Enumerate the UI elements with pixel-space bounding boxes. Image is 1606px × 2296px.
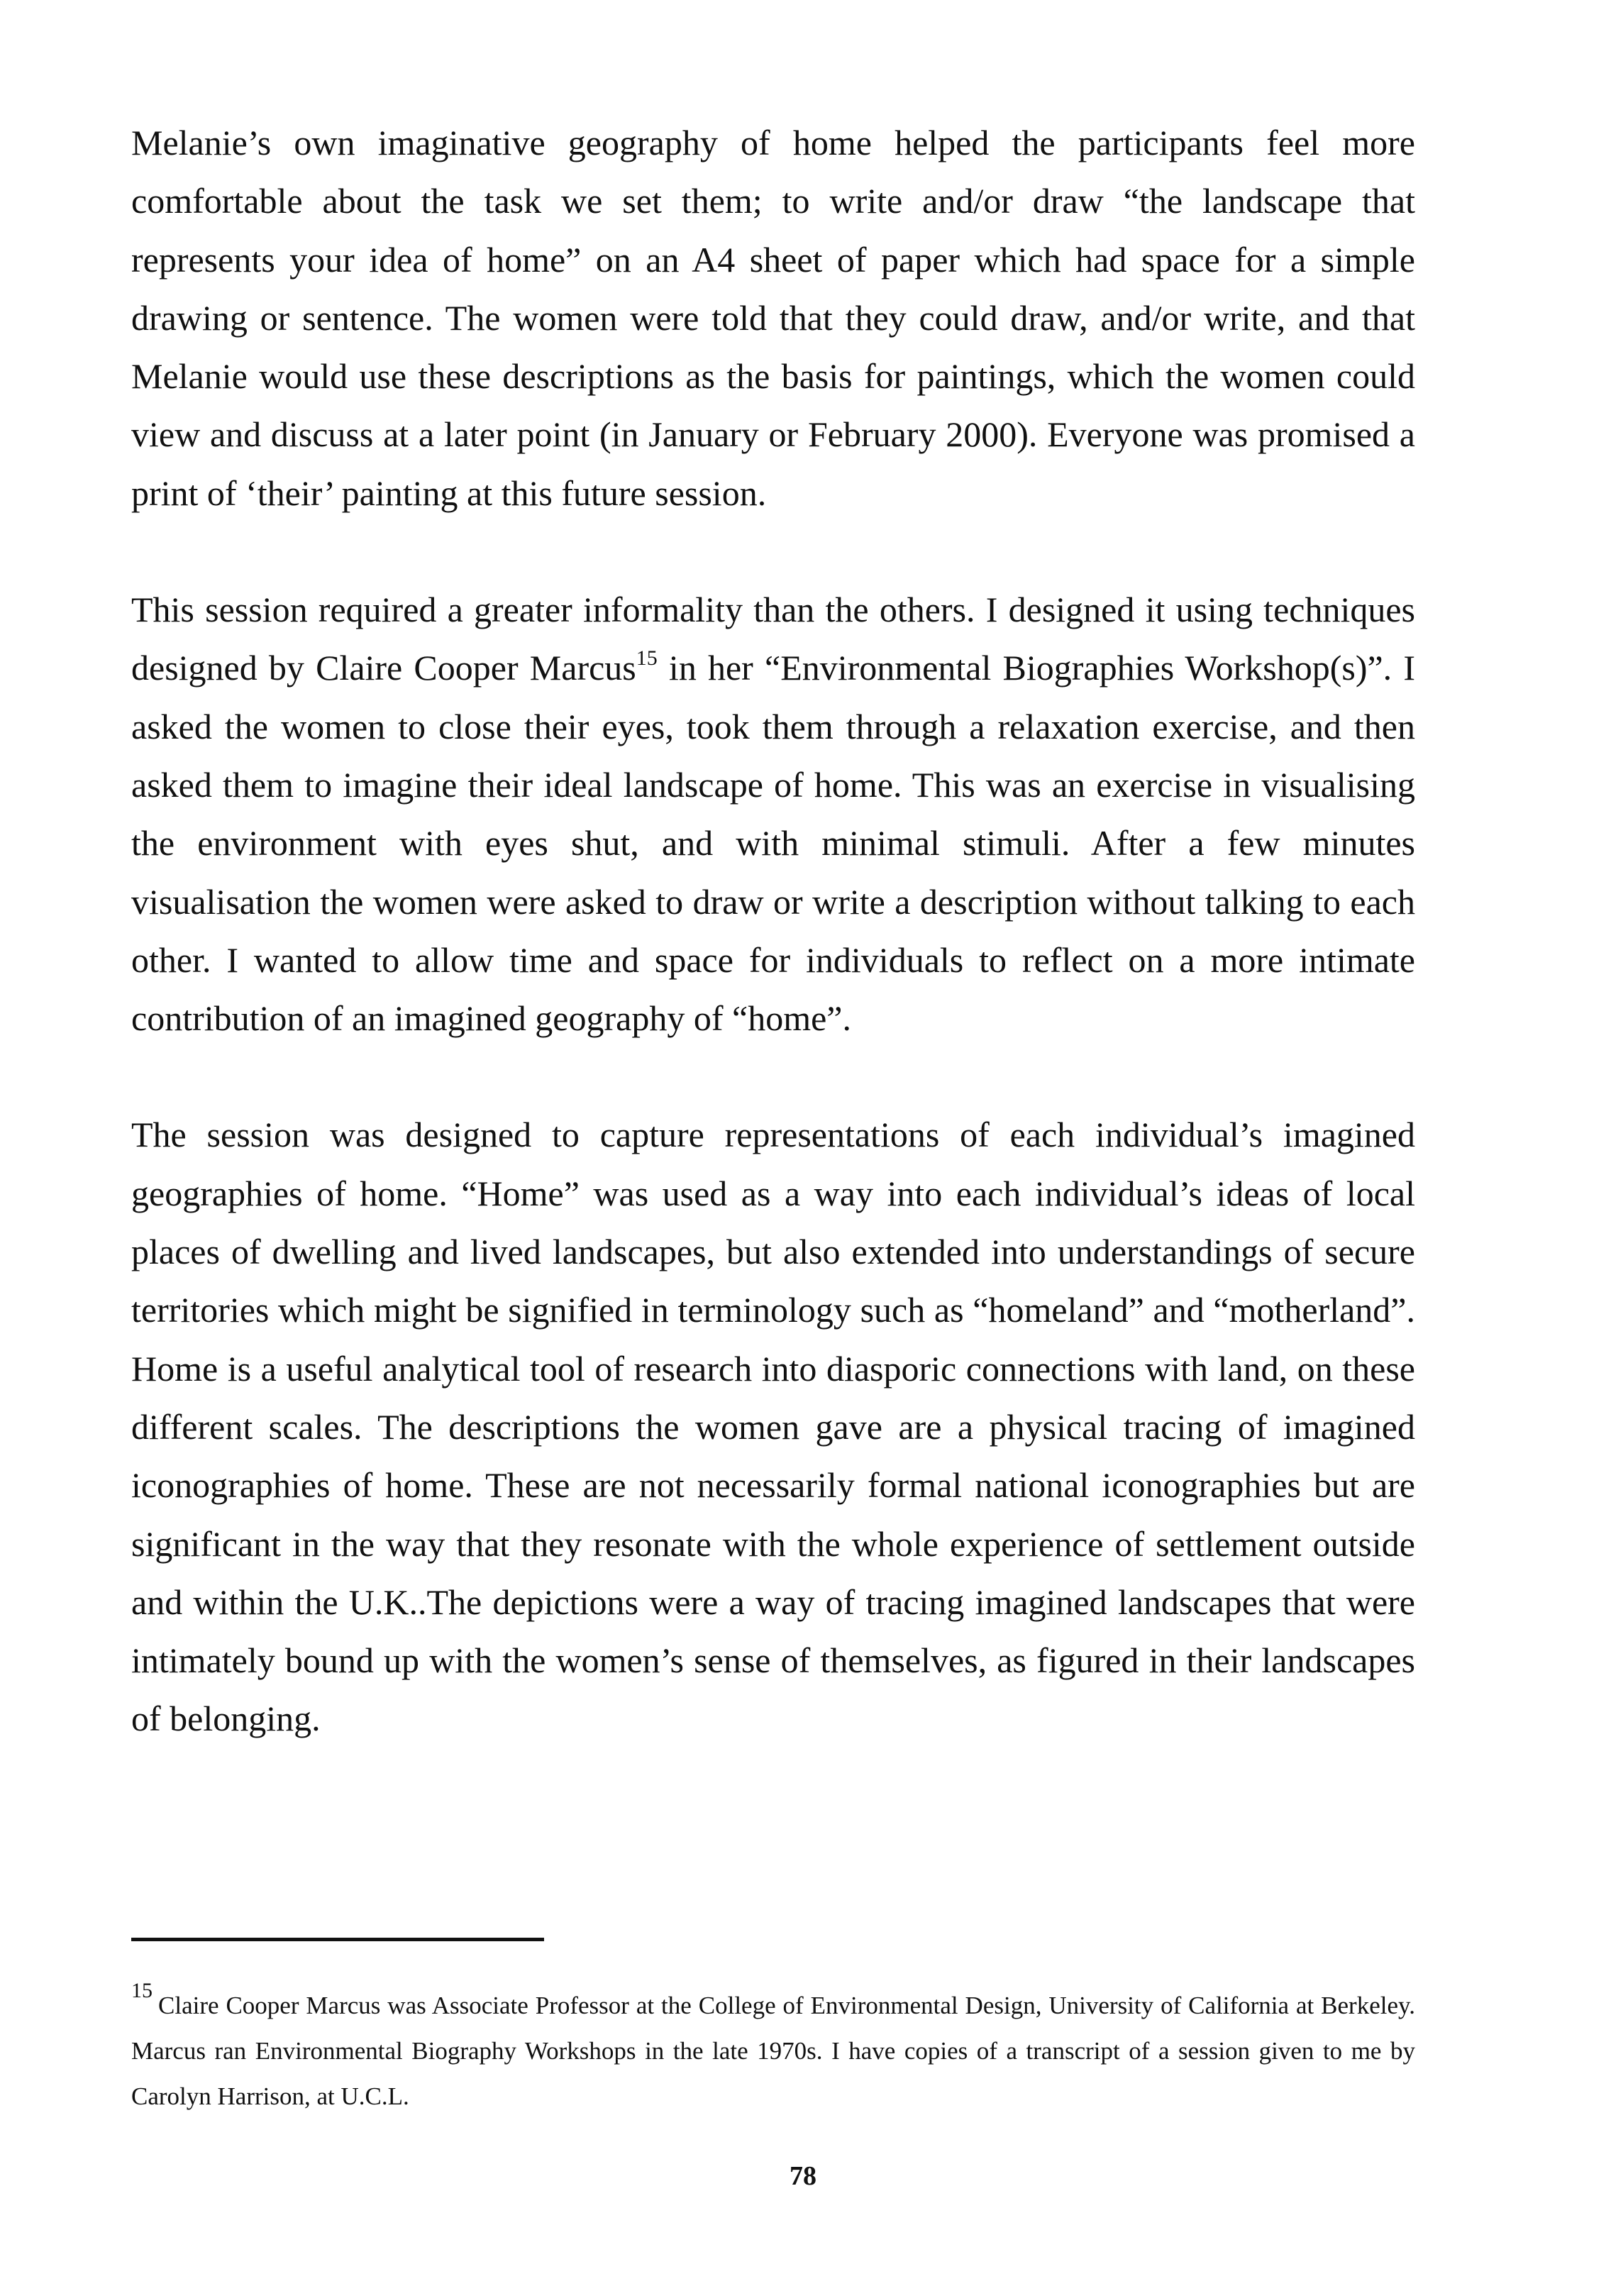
body-text: [131, 114, 1415, 1748]
paragraph-2: [131, 580, 1415, 1047]
paragraph-3: The session was designed to capture representations of each individual’s imagined geographies of home. “Home” was used as a way into each individual’s ideas of local places of dwelling and lived landscapes, but also extended into understandings of secure territories which might be signified in terminology such as “homeland” and “motherland”. Home is a useful analytical tool of research into diasporic connections with land, on these different scales. The descriptions the women gave are a physical tracing of imagined iconographies of home. These are not necessarily formal national iconographies but are significant in the way that they resonate with the whole experience of settlement outside and within the U.K..The depictions were a way of tracing imagined landscapes that were intimately bound up with the women’s sense of themselves, as figured in their landscapes of belonging.: [131, 1115, 1415, 1739]
paragraph-2-text-after: in her “Environmental Biographies Workshop(s)”. I asked the women to close their eyes, took them through a relaxation exercise, and then asked them to imagine their ideal landscape of home. This was an exercise in visualising the environment with eyes shut, and with minimal stimuli. After a few minutes visualisation the women were asked to draw or write a description without talking to each other. I wanted to allow time and space for individuals to reflect on a more intimate contribution of an imagined geography of “home”.: [131, 648, 1415, 1039]
footnote-text: Claire Cooper Marcus was Associate Professor at the College of Environmental Design, University of California at Berkeley. Marcus ran Environmental Biography Workshops in the late 1970s. I have copies of a transcript of a session given to me by Carolyn Harrison, at U.C.L.: [131, 1992, 1415, 2110]
paragraph-1: Melanie’s own imaginative geography of home helped the participants feel more comfortable about the task we set them; to write and/or draw “the landscape that represents your idea of home” on an A4 sheet of paper which had space for a simple drawing or sentence. The women were told that they could draw, and/or write, and that Melanie would use these descriptions as the basis for paintings, which the women could view and discuss at a later point (in January or February 2000). Everyone was promised a print of ‘their’ painting at this future session.: [131, 123, 1415, 513]
footnote-divider: [131, 1938, 544, 1941]
paragraph-2-text-before: This session required a greater informality than the others. I designed it using techniques designed by Claire Cooper Marcus: [131, 590, 1415, 688]
footnote: [131, 1979, 1415, 2119]
footnote-reference: 15: [636, 646, 658, 670]
footnote-number: 15: [131, 1979, 153, 2003]
page-number: 78: [790, 2161, 816, 2191]
